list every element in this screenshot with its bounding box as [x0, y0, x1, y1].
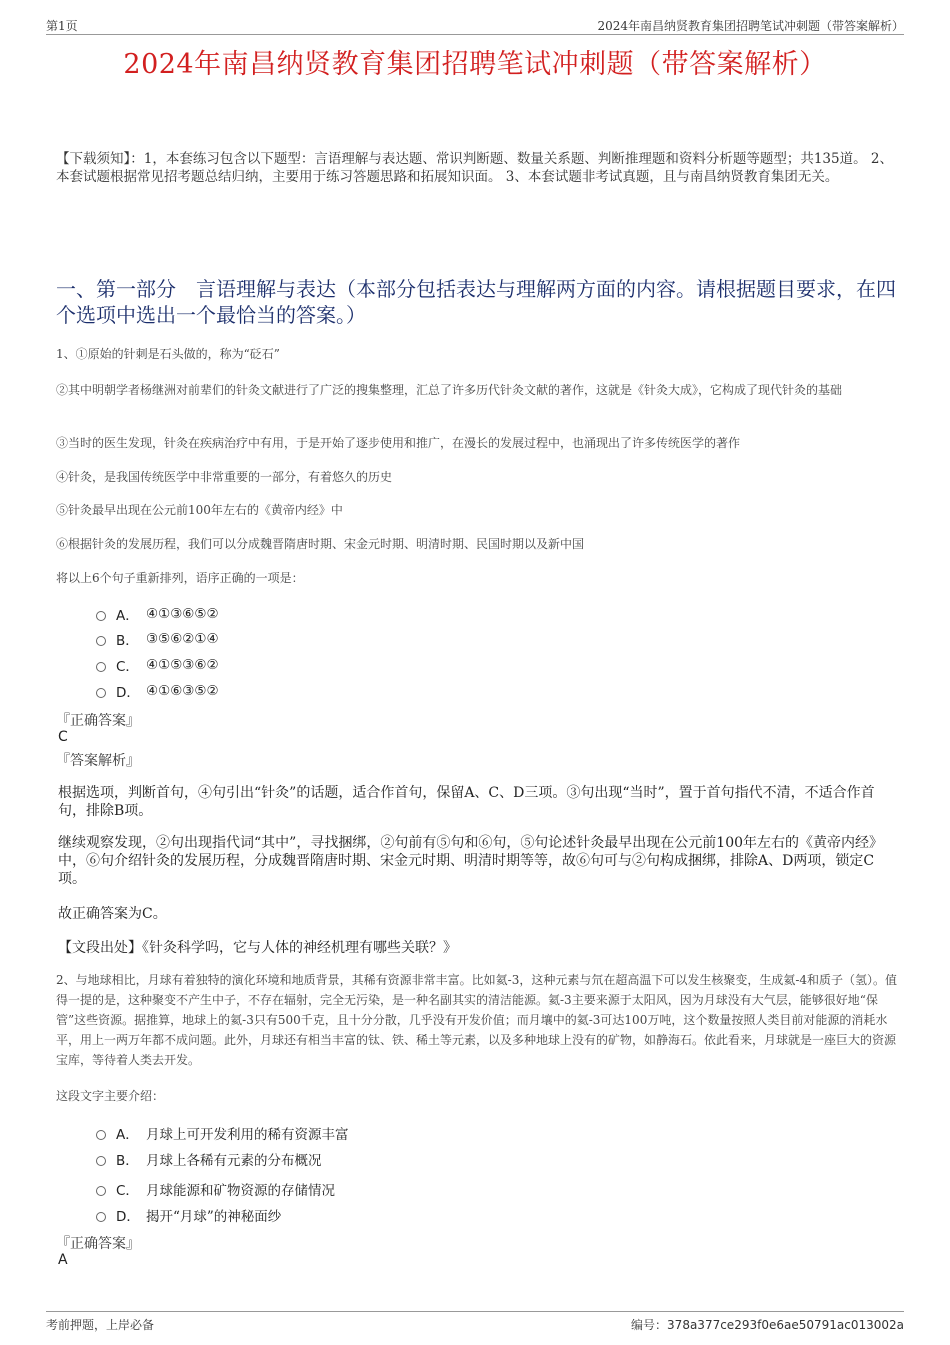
page-header — [46, 14, 904, 35]
download-notice: 【下载须知】：1，本套练习包含以下题型：言语理解与表达题、常识判断题、数量关系题、判断推理题和资料分析题等题型；共135道。 2、本套试题根据常见招考题总结归纳，主要用于练习答题思路和拓展知识面。 3、本套试题非考试真题，且与南昌纳贤教育集团无关。 — [56, 151, 893, 185]
option-letter: C． — [116, 1183, 139, 1199]
q1-explanation-3: 故正确答案为C。 — [58, 906, 167, 922]
footer-code: 378a377ce293f0e6ae50791ac013002a — [667, 1318, 904, 1332]
option-letter: A． — [116, 1127, 139, 1143]
q1-analysis-label: 『答案解析』 — [56, 753, 140, 769]
option-letter: A． — [116, 608, 139, 624]
q2-option-c[interactable] — [96, 1179, 335, 1199]
radio-icon[interactable] — [96, 1156, 106, 1166]
q1-sentence-1: 1、①原始的针刺是石头做的，称为“砭石” — [56, 347, 280, 361]
q1-option-a[interactable] — [96, 604, 219, 624]
q1-option-b[interactable] — [96, 629, 219, 649]
radio-icon[interactable] — [96, 611, 106, 621]
option-text: 月球上各稀有元素的分布概况 — [146, 1153, 322, 1169]
q1-sentence-2: ②其中明朝学者杨继洲对前辈们的针灸文献进行了广泛的搜集整理，汇总了许多历代针灸文献的著作，这就是《针灸大成》，它构成了现代针灸的基础 — [56, 383, 843, 397]
footer-code-label: 编号： — [631, 1318, 668, 1332]
header-doc-title: 2024年南昌纳贤教育集团招聘笔试冲刺题（带答案解析） — [597, 19, 904, 33]
q2-answer-label: 『正确答案』 — [56, 1236, 140, 1252]
page-footer — [46, 1311, 904, 1334]
radio-icon[interactable] — [96, 1130, 106, 1140]
q1-sentence-6: ⑥根据针灸的发展历程，我们可以分成魏晋隋唐时期、宋金元时期、明清时期、民国时期以及新中国 — [56, 537, 585, 551]
radio-icon[interactable] — [96, 662, 106, 672]
option-text: 月球上可开发利用的稀有资源丰富 — [146, 1127, 349, 1143]
q1-sentence-3: ③当时的医生发现，针灸在疾病治疗中有用，于是开始了逐步使用和推广，在漫长的发展过程中，也涌现出了许多传统医学的著作 — [56, 436, 741, 450]
q2-option-a[interactable] — [96, 1123, 349, 1143]
radio-icon[interactable] — [96, 636, 106, 646]
q2-option-d[interactable] — [96, 1205, 281, 1225]
option-letter: D． — [116, 1209, 140, 1225]
section-heading: 一、第一部分 言语理解与表达（本部分包括表达与理解两方面的内容。请根据题目要求，在四个选项中选出一个最恰当的答案。） — [56, 277, 896, 327]
q1-prompt: 将以上6个句子重新排列，语序正确的一项是： — [56, 571, 304, 585]
option-text: 月球能源和矿物资源的存储情况 — [146, 1183, 335, 1199]
option-letter: D． — [116, 685, 140, 701]
option-text: ④①③⑥⑤② — [146, 606, 219, 622]
q2-option-b[interactable] — [96, 1149, 322, 1169]
option-letter: B． — [116, 1153, 139, 1169]
option-letter: C． — [116, 659, 139, 675]
radio-icon[interactable] — [96, 688, 106, 698]
footer-slogan: 考前押题，上岸必备 — [46, 1318, 155, 1332]
q1-explanation-2: 继续观察发现，②句出现指代词“其中”，寻找捆绑，②句前有⑤句和⑥句，⑤句论述针灸最早出现在公元前100年左右的《黄帝内经》中，⑥句介绍针灸的发展历程，分成魏晋隋唐时期、宋金元时期、明清时期等等，故⑥句可与②句构成捆绑，排除A、D两项，锁定C项。 — [58, 835, 884, 887]
option-text: ③⑤⑥②①④ — [146, 631, 219, 647]
page-number: 第1页 — [46, 19, 78, 33]
q1-answer-label: 『正确答案』 — [56, 713, 140, 729]
option-text: ④①⑤③⑥② — [146, 657, 219, 673]
document-title: 2024年南昌纳贤教育集团招聘笔试冲刺题（带答案解析） — [123, 49, 827, 80]
q1-sentence-5: ⑤针灸最早出现在公元前100年左右的《黄帝内经》中 — [56, 503, 343, 517]
option-text: ④①⑥③⑤② — [146, 683, 219, 699]
q1-sentence-4: ④针灸，是我国传统医学中非常重要的一部分，有着悠久的历史 — [56, 470, 393, 484]
radio-icon[interactable] — [96, 1186, 106, 1196]
radio-icon[interactable] — [96, 1212, 106, 1222]
q1-source: 【文段出处】《针灸科学吗，它与人体的神经机理有哪些关联？》 — [58, 940, 457, 956]
option-letter: B． — [116, 633, 139, 649]
q1-answer: C — [58, 729, 68, 745]
footer-code-block — [631, 1316, 904, 1333]
q2-answer: A — [58, 1252, 68, 1268]
option-text: 揭开“月球”的神秘面纱 — [146, 1209, 282, 1225]
q1-option-d[interactable] — [96, 681, 219, 701]
q1-option-c[interactable] — [96, 655, 219, 675]
q2-prompt: 这段文字主要介绍： — [56, 1089, 165, 1103]
q1-explanation-1: 根据选项，判断首句，④句引出“针灸”的话题，适合作首句，保留A、C、D三项。③句出现“当时”，置于首句指代不清，不适合作首句，排除B项。 — [58, 785, 875, 819]
q2-stem: 2、与地球相比，月球有着独特的演化环境和地质背景，其稀有资源非常丰富。比如氦-3，这种元素与氘在超高温下可以发生核聚变，生成氦-4和质子（氢）。值得一提的是，这种聚变不产生中子，不存在辐射，完全无污染，是一种名副其实的清洁能源。氦-3主要来源于太阳风，因为月球没有大气层，能够很好地“保管”这些资源。据推算，地球上的氦-3只有500千克，且十分分散，几乎没有开发价值；而月壤中的氦-3可达100万吨，这个数量按照人类目前对能源的消耗水平，用上一两万年都不成问题。此外，月球还有相当丰富的钛、铁、稀土等元素，以及多种地球上没有的矿物，如静海石。依此看来，月球就是一座巨大的资源宝库，等待着人类去开发。 — [56, 973, 898, 1067]
